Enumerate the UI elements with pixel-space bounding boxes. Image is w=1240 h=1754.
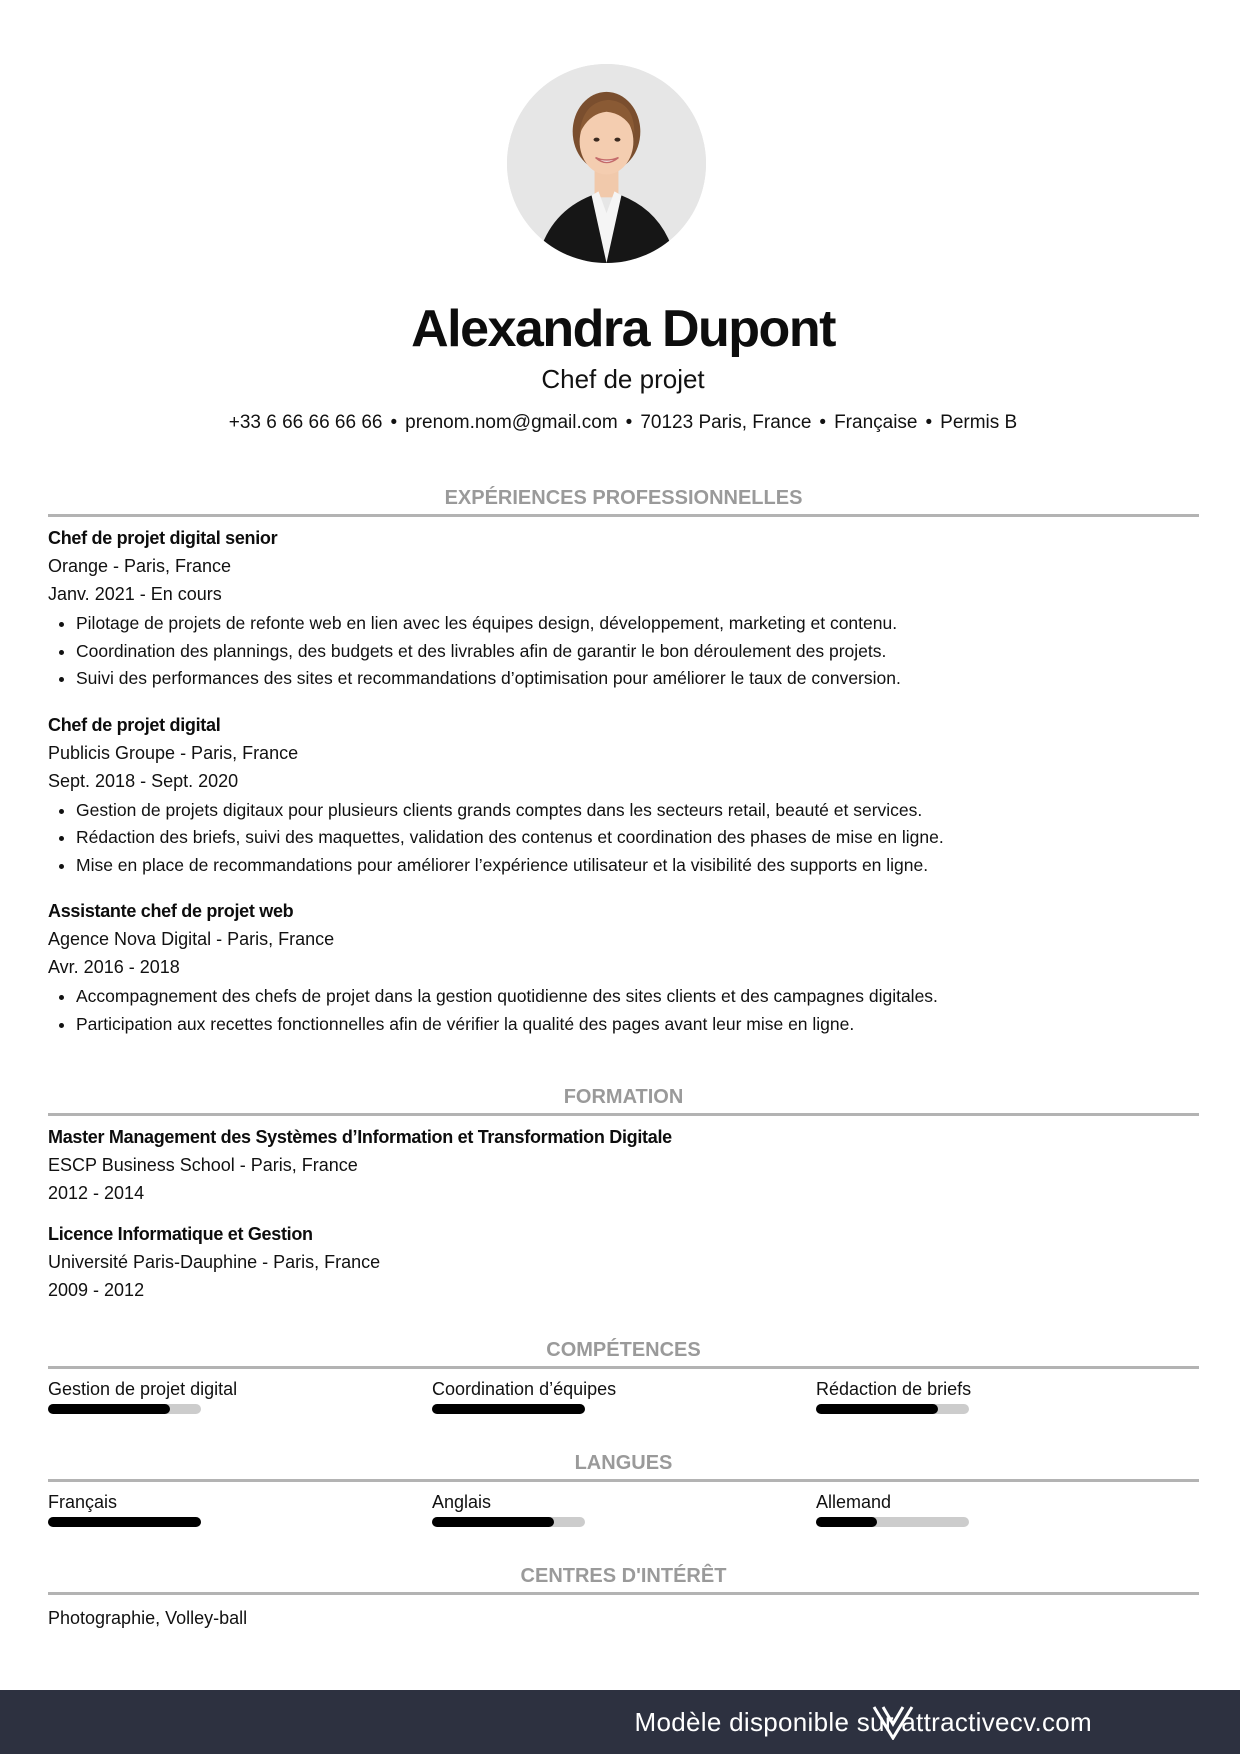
phone: +33 6 66 66 66 66	[228, 412, 383, 433]
skill-label: Rédaction de briefs	[816, 1379, 972, 1399]
bullet-item: • Pilotage de projets de refonte web en lien avec les équipes design, développement, marketing et contenu.	[76, 610, 1199, 638]
job-company: Orange - Paris, France	[48, 556, 232, 576]
experience-entry	[48, 525, 1199, 693]
bullet-item: • Suivi des performances des sites et recommandations d’optimisation pour améliorer le taux de conversion.	[76, 665, 1199, 693]
contact-separator: •	[819, 412, 827, 433]
footer-banner[interactable]	[0, 1690, 1240, 1754]
language-level-fill	[816, 1517, 877, 1527]
education-section	[48, 1083, 1199, 1304]
skill-level-fill	[432, 1404, 585, 1414]
skills-section	[48, 1336, 1199, 1419]
profile-photo-illustration	[507, 64, 706, 263]
skill-label: Gestion de projet digital	[48, 1379, 238, 1399]
language-item	[432, 1490, 792, 1527]
degree-title: Master Management des Systèmes d’Information et Transformation Digitale	[48, 1127, 672, 1147]
languages-grid	[48, 1482, 1199, 1532]
footer-link-text[interactable]: Modèle disponible sur attractivecv.com	[634, 1707, 1092, 1737]
job-dates: Janv. 2021 - En cours	[48, 584, 222, 604]
job-dates: Sept. 2018 - Sept. 2020	[48, 770, 239, 791]
contact-separator: •	[925, 412, 933, 433]
section-title: COMPÉTENCES	[546, 1339, 701, 1361]
experience-entry	[48, 712, 1199, 880]
language-level-fill	[432, 1517, 554, 1527]
interests-section	[48, 1562, 1199, 1631]
language-level-bar	[48, 1517, 201, 1527]
job-bullets	[48, 797, 1199, 880]
experience-entry	[48, 898, 1199, 1038]
skill-item	[48, 1377, 408, 1414]
candidate-name: Alexandra Dupont	[411, 300, 835, 358]
school-name: ESCP Business School - Paris, France	[48, 1155, 358, 1175]
contact-separator: •	[625, 412, 633, 433]
degree-title: Licence Informatique et Gestion	[48, 1224, 313, 1244]
bullet-item: • Participation aux recettes fonctionnelles afin de vérifier la qualité des pages avant leur mise en ligne.	[76, 1011, 1199, 1039]
skill-level-bar	[816, 1404, 969, 1414]
candidate-role: Chef de projet	[541, 364, 705, 394]
language-level-bar	[816, 1517, 969, 1527]
skill-item	[816, 1377, 1176, 1414]
bullet-item: • Gestion de projets digitaux pour plusieurs clients grands comptes dans les secteurs retail, beauté et services.	[76, 797, 1199, 825]
job-title: Chef de projet digital	[48, 714, 221, 735]
language-item	[816, 1490, 1176, 1527]
language-label: Français	[48, 1492, 118, 1512]
driving-license: Permis B	[940, 412, 1018, 433]
job-title: Chef de projet digital senior	[48, 528, 278, 548]
contact-separator: •	[390, 412, 398, 433]
section-divider	[48, 514, 1199, 517]
language-item	[48, 1490, 408, 1527]
email: prenom.nom@gmail.com	[405, 412, 618, 433]
skill-item	[432, 1377, 792, 1414]
job-bullets	[48, 983, 1199, 1038]
job-title: Assistante chef de projet web	[48, 901, 294, 921]
experience-section	[48, 484, 1199, 1038]
skill-level-fill	[48, 1404, 170, 1414]
education-entry	[48, 1124, 1199, 1207]
skill-level-fill	[816, 1404, 938, 1414]
education-dates: 2012 - 2014	[48, 1183, 145, 1203]
education-entry	[48, 1221, 1199, 1304]
skill-level-bar	[432, 1404, 585, 1414]
section-title: CENTRES D'INTÉRÊT	[520, 1565, 727, 1587]
profile-photo	[507, 64, 706, 263]
interests-text: Photographie, Volley-ball	[48, 1608, 248, 1628]
job-company: Publicis Groupe - Paris, France	[48, 742, 299, 763]
bullet-item: • Mise en place de recommandations pour améliorer l’expérience utilisateur et la visibilité des supports en ligne.	[76, 852, 1199, 880]
bullet-item: • Rédaction des briefs, suivi des maquettes, validation des contenus et coordination des phases de mise en ligne.	[76, 824, 1199, 852]
section-title: FORMATION	[563, 1086, 684, 1108]
language-label: Allemand	[816, 1492, 892, 1512]
job-dates: Avr. 2016 - 2018	[48, 957, 180, 977]
skill-label: Coordination d’équipes	[432, 1379, 617, 1399]
job-company: Agence Nova Digital - Paris, France	[48, 929, 335, 949]
section-title: LANGUES	[574, 1452, 673, 1474]
education-dates: 2009 - 2012	[48, 1280, 145, 1300]
language-level-bar	[432, 1517, 585, 1527]
bullet-item: • Coordination des plannings, des budgets et des livrables afin de garantir le bon déroulement des projets.	[76, 638, 1199, 666]
skills-grid	[48, 1369, 1199, 1419]
language-level-fill	[48, 1517, 201, 1527]
bullet-item: • Accompagnement des chefs de projet dans la gestion quotidienne des sites clients et des campagnes digitales.	[76, 983, 1199, 1011]
attractivecv-v-logo-icon	[872, 1704, 914, 1740]
languages-section	[48, 1449, 1199, 1532]
address: 70123 Paris, France	[640, 412, 812, 433]
section-divider	[48, 1113, 1199, 1116]
skill-level-bar	[48, 1404, 201, 1414]
language-label: Anglais	[432, 1492, 492, 1512]
job-bullets	[48, 610, 1199, 693]
school-name: Université Paris-Dauphine - Paris, France	[48, 1252, 381, 1272]
contact-line	[0, 410, 1240, 436]
section-divider	[48, 1592, 1199, 1595]
section-title: EXPÉRIENCES PROFESSIONNELLES	[444, 487, 803, 509]
nationality: Française	[834, 412, 918, 433]
